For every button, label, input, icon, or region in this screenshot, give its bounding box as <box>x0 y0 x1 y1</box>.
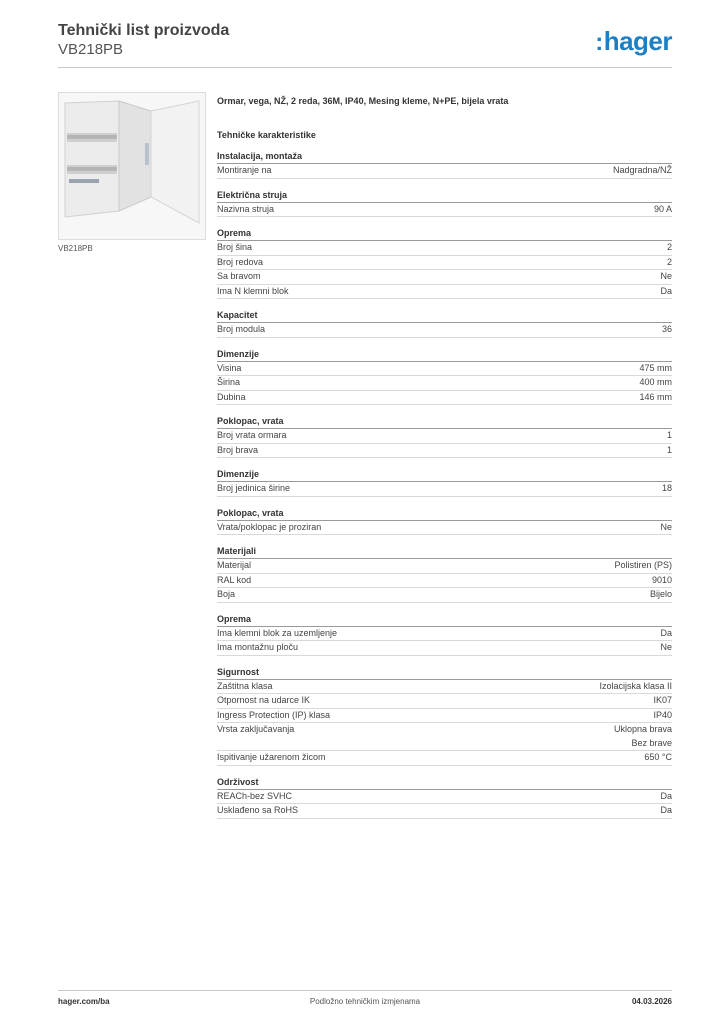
spec-group-title: Sigurnost <box>217 666 672 680</box>
spec-value: Ne <box>660 642 672 652</box>
spec-value: 18 <box>661 483 672 493</box>
spec-group <box>217 309 672 338</box>
spec-row <box>217 444 672 459</box>
product-image <box>58 92 206 240</box>
spec-row <box>217 694 672 709</box>
spec-row <box>217 285 672 300</box>
spec-group-title: Kapacitet <box>217 309 672 323</box>
spec-label: Nazivna struja <box>217 203 275 214</box>
spec-group-title: Dimenzije <box>217 468 672 482</box>
spec-label: Broj modula <box>217 324 266 334</box>
footer-date: 04.03.2026 <box>631 997 672 1006</box>
spec-value: 36 <box>661 324 672 334</box>
spec-group-title: Oprema <box>217 613 672 627</box>
spec-label: Broj vrata ormara <box>217 430 287 440</box>
logo-dots-icon: : <box>595 29 603 56</box>
spec-group-title: Električna struja <box>217 189 672 203</box>
spec-group <box>217 666 672 766</box>
spec-group-title: Dimenzije <box>217 348 672 362</box>
spec-value: 2 <box>666 256 672 267</box>
spec-value: Da <box>660 285 672 296</box>
spec-value-line: Bez brave <box>631 737 672 748</box>
spec-group-title: Poklopac, vrata <box>217 507 672 521</box>
spec-label: Zaštitna klasa <box>217 680 273 691</box>
spec-value: Polistiren (PS) <box>614 560 672 570</box>
spec-value: IK07 <box>653 695 672 705</box>
spec-group <box>217 776 672 819</box>
spec-label: Ingress Protection (IP) klasa <box>217 709 331 720</box>
spec-group <box>217 189 672 218</box>
spec-label: Ispitivanje užarenom žicom <box>217 752 326 762</box>
spec-label: Širina <box>217 377 241 387</box>
spec-groups <box>217 150 672 819</box>
spec-value-line: Uklopna brava <box>613 724 672 734</box>
spec-label: Otpornost na udarce IK <box>217 695 311 705</box>
spec-group-title: Održivost <box>217 776 672 790</box>
cabinet-illustration-icon <box>59 93 205 239</box>
spec-label: Montiranje na <box>217 165 272 175</box>
spec-value: Ne <box>660 271 672 281</box>
spec-row <box>217 641 672 656</box>
spec-value: 475 mm <box>639 362 672 373</box>
spec-group <box>217 415 672 458</box>
section-title: Tehničke karakteristike <box>217 130 316 140</box>
spec-label: REACh-bez SVHC <box>217 790 293 801</box>
spec-value: Ne <box>660 521 672 532</box>
spec-group <box>217 507 672 536</box>
spec-value: 400 mm <box>639 377 672 387</box>
image-caption: VB218PB <box>58 244 93 253</box>
page-header <box>58 20 672 70</box>
spec-value: 9010 <box>651 574 672 585</box>
spec-group <box>217 468 672 497</box>
spec-row <box>217 627 672 642</box>
spec-value: 650 °C <box>644 752 672 762</box>
footer-divider <box>58 990 672 991</box>
footer-disclaimer: Podložno tehničkim izmjenama <box>309 997 421 1006</box>
spec-group <box>217 150 672 179</box>
spec-row <box>217 709 672 724</box>
header-divider <box>58 67 672 68</box>
spec-group <box>217 613 672 656</box>
spec-value: Bijelo <box>649 589 672 599</box>
spec-group-title: Poklopac, vrata <box>217 415 672 429</box>
spec-row <box>217 376 672 391</box>
spec-row <box>217 429 672 444</box>
spec-value: Da <box>660 790 672 801</box>
spec-group <box>217 545 672 603</box>
spec-group-title: Instalacija, montaža <box>217 150 672 164</box>
spec-group-title: Materijali <box>217 545 672 559</box>
spec-value <box>614 723 672 750</box>
spec-row <box>217 270 672 285</box>
spec-label: Ima klemni blok za uzemljenje <box>217 627 338 638</box>
spec-row <box>217 241 672 256</box>
spec-row <box>217 804 672 819</box>
spec-group <box>217 227 672 299</box>
logo-text: hager <box>603 26 672 56</box>
spec-label: Visina <box>217 362 242 373</box>
spec-value: 146 mm <box>639 391 672 402</box>
spec-row <box>217 203 672 218</box>
spec-row <box>217 588 672 603</box>
footer-website: hager.com/ba <box>58 997 110 1006</box>
spec-content <box>217 94 672 829</box>
spec-row <box>217 574 672 589</box>
spec-row <box>217 559 672 574</box>
spec-group-title: Oprema <box>217 227 672 241</box>
spec-value: Da <box>660 805 672 815</box>
spec-value: 90 A <box>653 203 672 214</box>
spec-label: Broj šina <box>217 242 253 252</box>
spec-row <box>217 521 672 536</box>
spec-value: Nadgradna/NŽ <box>612 165 672 175</box>
spec-row <box>217 362 672 377</box>
spec-label: Broj jedinica širine <box>217 483 291 493</box>
spec-label: Vrsta zaključavanja <box>217 724 295 734</box>
spec-value: Da <box>660 627 672 638</box>
spec-value: 2 <box>666 242 672 252</box>
spec-row <box>217 680 672 695</box>
product-description: Ormar, vega, NŽ, 2 reda, 36M, IP40, Mesing kleme, N+PE, bijela vrata <box>217 96 509 106</box>
spec-row <box>217 723 672 751</box>
spec-row <box>217 751 672 766</box>
spec-row <box>217 256 672 271</box>
spec-value: Izolacijska klasa II <box>599 680 672 691</box>
spec-row <box>217 790 672 805</box>
spec-row <box>217 323 672 338</box>
spec-label: Vrata/poklopac je proziran <box>217 521 322 532</box>
spec-label: Materijal <box>217 560 252 570</box>
spec-label: Sa bravom <box>217 271 261 281</box>
spec-value: 1 <box>666 444 672 455</box>
spec-value: IP40 <box>653 709 672 720</box>
spec-label: Ima montažnu ploču <box>217 642 299 652</box>
product-code: VB218PB <box>58 41 124 58</box>
spec-row <box>217 482 672 497</box>
hager-logo <box>595 26 672 57</box>
spec-label: Boja <box>217 589 236 599</box>
spec-label: Broj redova <box>217 256 264 267</box>
spec-label: Broj brava <box>217 444 259 455</box>
spec-row <box>217 391 672 406</box>
spec-label: Usklađeno sa RoHS <box>217 805 299 815</box>
spec-row <box>217 164 672 179</box>
spec-group <box>217 348 672 406</box>
spec-label: RAL kod <box>217 574 252 585</box>
spec-label: Ima N klemni blok <box>217 285 289 296</box>
document-title: Tehnički list proizvoda <box>58 22 230 39</box>
spec-value: 1 <box>666 430 672 440</box>
spec-label: Dubina <box>217 391 246 402</box>
